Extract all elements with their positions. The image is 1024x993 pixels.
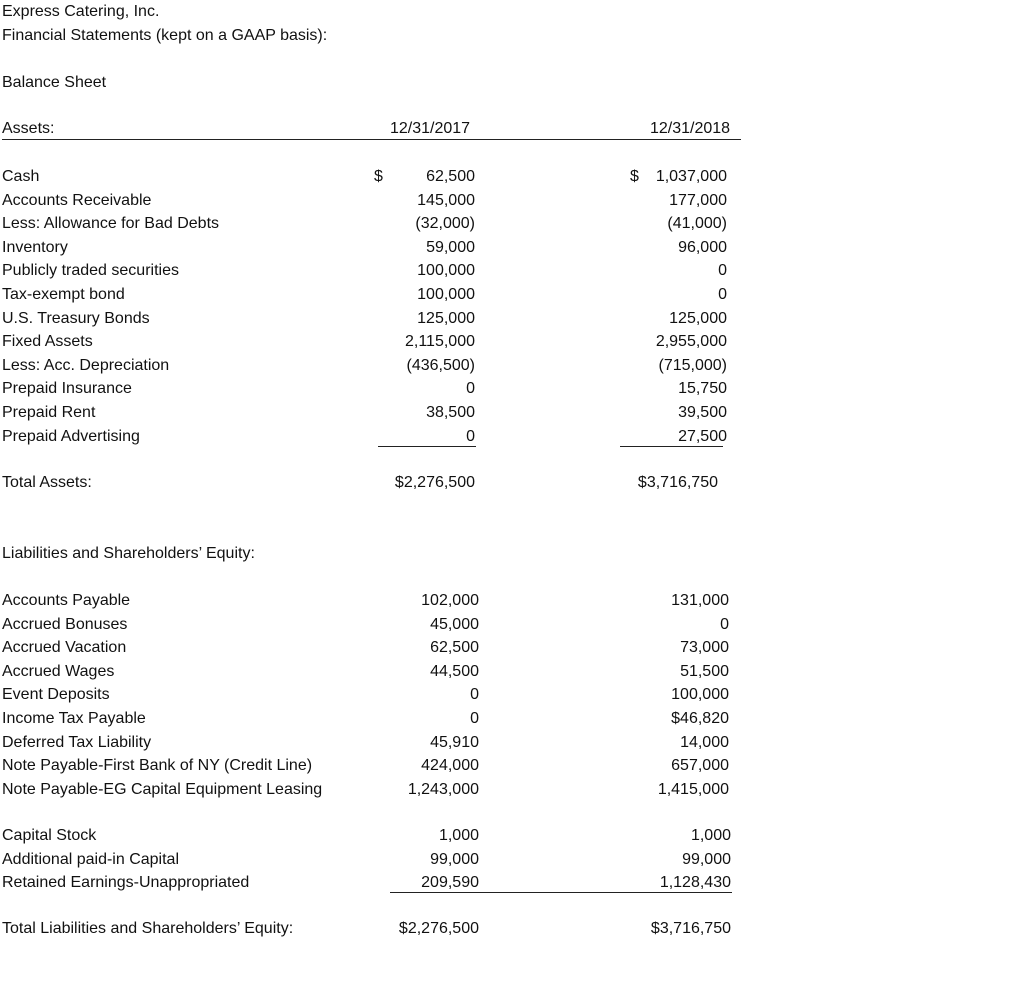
liability-value-2017: 45,910: [430, 734, 479, 751]
liability-value-2018: 14,000: [680, 734, 729, 751]
asset-label: Cash: [2, 168, 40, 185]
statement-subtitle: Financial Statements (kept on a GAAP basis):: [2, 27, 328, 44]
total-liabilities-2018: $3,716,750: [650, 920, 731, 937]
equity-value-2017: 1,000: [438, 827, 479, 844]
liability-value-2017: 44,500: [430, 663, 479, 680]
total-assets-2017: $2,276,500: [394, 474, 475, 491]
liability-label: Accrued Bonuses: [2, 616, 128, 633]
asset-label: Accounts Receivable: [2, 192, 152, 209]
asset-value-2017: 100,000: [417, 262, 475, 279]
equity-value-2018: 99,000: [682, 851, 731, 868]
dollar-sign-2018: $: [630, 168, 639, 185]
col-header-2017: 12/31/2017: [389, 120, 471, 137]
asset-value-2018: 2,955,000: [655, 333, 727, 350]
asset-label: Less: Acc. Depreciation: [2, 357, 170, 374]
asset-value-2018: 15,750: [678, 380, 727, 397]
asset-value-2018: 27,500: [678, 428, 727, 445]
asset-label: Less: Allowance for Bad Debts: [2, 215, 220, 232]
asset-value-2018: (41,000): [667, 215, 727, 232]
liability-label: Note Payable-EG Capital Equipment Leasing: [2, 781, 323, 798]
asset-value-2018: 1,037,000: [655, 168, 727, 185]
company-name: Express Catering, Inc.: [2, 3, 160, 20]
asset-value-2017: 125,000: [417, 310, 475, 327]
total-assets-label: Total Assets:: [2, 474, 92, 491]
liability-label: Accrued Vacation: [2, 639, 127, 656]
asset-value-2018: 0: [718, 286, 727, 303]
asset-label: Fixed Assets: [2, 333, 93, 350]
asset-value-2017: 2,115,000: [405, 333, 475, 350]
liability-value-2018: 131,000: [671, 592, 729, 609]
liability-value-2017: 62,500: [430, 639, 479, 656]
asset-value-2017: (32,000): [415, 215, 475, 232]
liability-value-2018: 657,000: [671, 757, 729, 774]
asset-value-2018: 125,000: [669, 310, 727, 327]
liability-value-2018: 51,500: [680, 663, 729, 680]
asset-label: Prepaid Rent: [2, 404, 96, 421]
total-liabilities-2017: $2,276,500: [398, 920, 479, 937]
asset-value-2018: 39,500: [678, 404, 727, 421]
liability-label: Event Deposits: [2, 686, 110, 703]
liability-value-2017: 0: [470, 686, 479, 703]
equity-label: Additional paid-in Capital: [2, 851, 179, 868]
total-assets-2018: $3,716,750: [637, 474, 718, 491]
liability-label: Accounts Payable: [2, 592, 131, 609]
liability-value-2017: 424,000: [421, 757, 479, 774]
liability-label: Deferred Tax Liability: [2, 734, 152, 751]
assets-subtotal-rule-2017: [378, 446, 476, 447]
liability-value-2018: 100,000: [671, 686, 729, 703]
asset-value-2017: 0: [466, 428, 475, 445]
assets-subtotal-rule-2018: [620, 446, 723, 447]
liability-value-2017: 45,000: [430, 616, 479, 633]
asset-label: Prepaid Insurance: [2, 380, 132, 397]
liability-value-2017: 1,243,000: [407, 781, 479, 798]
asset-label: U.S. Treasury Bonds: [2, 310, 150, 327]
equity-label: Capital Stock: [2, 827, 97, 844]
statement-title: Balance Sheet: [2, 74, 107, 91]
asset-value-2018: 0: [718, 262, 727, 279]
liability-value-2018: 0: [720, 616, 729, 633]
equity-value-2018: 1,000: [690, 827, 731, 844]
asset-label: Publicly traded securities: [2, 262, 179, 279]
asset-value-2017: 38,500: [426, 404, 475, 421]
asset-value-2017: 100,000: [417, 286, 475, 303]
total-liabilities-label: Total Liabilities and Shareholders’ Equity:: [2, 920, 294, 937]
liability-label: Accrued Wages: [2, 663, 115, 680]
asset-value-2018: 177,000: [669, 192, 727, 209]
asset-value-2017: 59,000: [426, 239, 475, 256]
dollar-sign-2017: $: [374, 168, 383, 185]
asset-value-2018: (715,000): [658, 357, 727, 374]
equity-value-2017: 209,590: [421, 874, 479, 891]
asset-value-2017: 145,000: [417, 192, 475, 209]
header-rule: [2, 139, 741, 140]
liability-label: Note Payable-First Bank of NY (Credit Line): [2, 757, 313, 774]
liability-value-2017: 102,000: [421, 592, 479, 609]
asset-value-2017: 62,500: [426, 168, 475, 185]
equity-value-2018: 1,128,430: [659, 874, 731, 891]
col-header-2018: 12/31/2018: [649, 120, 731, 137]
equity-subtotal-rule-2017: [390, 892, 480, 893]
equity-label: Retained Earnings-Unappropriated: [2, 874, 250, 891]
liability-value-2018: $46,820: [671, 710, 729, 727]
liability-value-2018: 1,415,000: [657, 781, 729, 798]
asset-label: Inventory: [2, 239, 68, 256]
asset-label: Prepaid Advertising: [2, 428, 140, 445]
asset-label: Tax-exempt bond: [2, 286, 125, 303]
assets-header: Assets:: [2, 120, 55, 137]
asset-value-2017: 0: [466, 380, 475, 397]
asset-value-2017: (436,500): [406, 357, 475, 374]
liability-value-2017: 0: [470, 710, 479, 727]
equity-value-2017: 99,000: [430, 851, 479, 868]
liabilities-header: Liabilities and Shareholders’ Equity:: [2, 545, 255, 562]
asset-value-2018: 96,000: [678, 239, 727, 256]
liability-label: Income Tax Payable: [2, 710, 146, 727]
liability-value-2018: 73,000: [680, 639, 729, 656]
equity-subtotal-rule-2018: [480, 892, 732, 893]
